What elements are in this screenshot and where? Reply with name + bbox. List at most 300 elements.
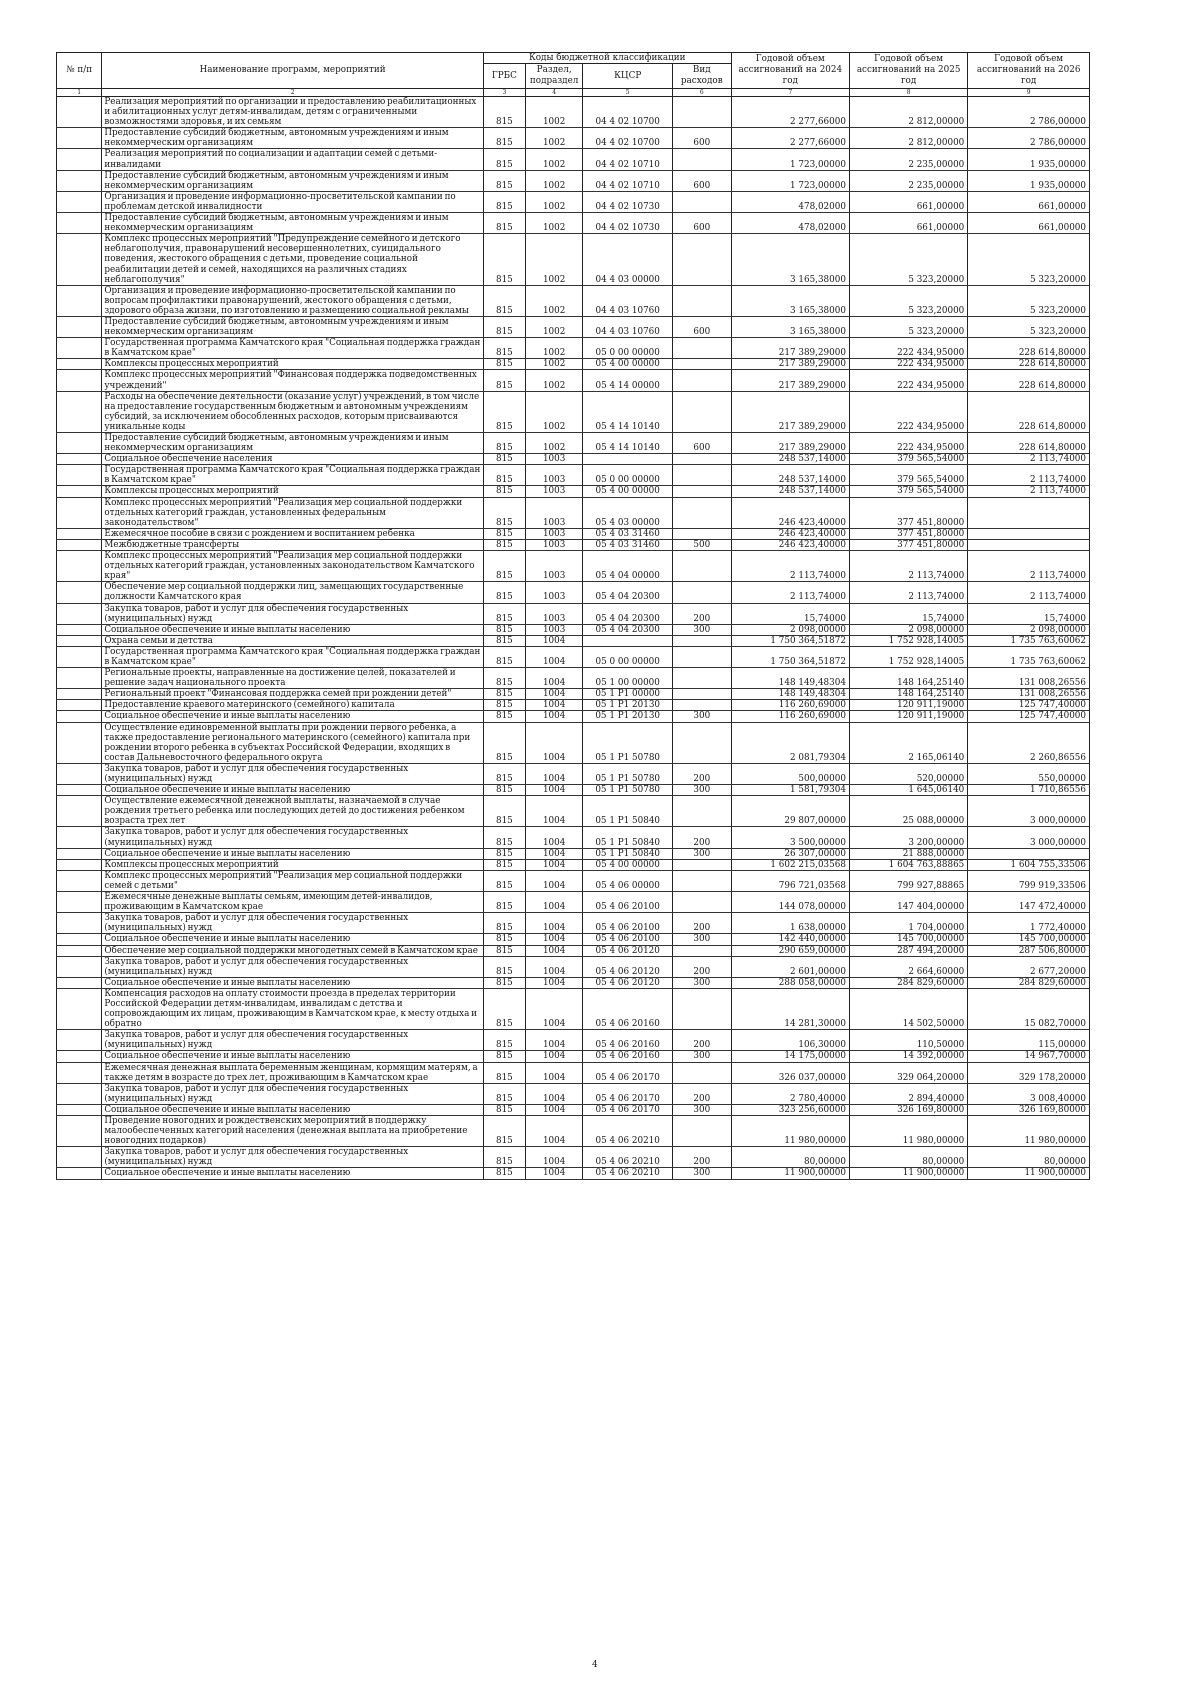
column-number: 2 <box>102 89 484 97</box>
table-row <box>57 711 1090 722</box>
table-row <box>57 689 1090 700</box>
row-razdel: 1002 <box>525 338 583 359</box>
row-amount-2026: 147 472,40000 <box>968 892 1090 913</box>
row-amount-2026: 3 000,00000 <box>968 827 1090 848</box>
row-vid <box>672 391 731 432</box>
row-razdel: 1003 <box>525 539 583 550</box>
row-kcsr: 05 4 14 10140 <box>583 433 673 454</box>
row-kcsr: 05 4 06 00000 <box>583 870 673 891</box>
table-row <box>57 359 1090 370</box>
header-codes: Коды бюджетной классификации <box>483 53 731 64</box>
row-name: Региональные проекты, направленные на достижение целей, показателей и решение задач национального проекта <box>102 668 484 689</box>
row-amount-2025: 1 604 763,88865 <box>849 859 967 870</box>
table-row <box>57 603 1090 624</box>
row-razdel: 1004 <box>525 763 583 784</box>
row-amount-2025: 21 888,00000 <box>849 848 967 859</box>
table-row <box>57 848 1090 859</box>
row-razdel: 1004 <box>525 711 583 722</box>
row-amount-2026: 228 614,80000 <box>968 433 1090 454</box>
row-amount-2026: 3 008,40000 <box>968 1083 1090 1104</box>
row-vid: 200 <box>672 1030 731 1051</box>
row-amount-2025: 110,50000 <box>849 1030 967 1051</box>
row-grbs: 815 <box>483 763 525 784</box>
row-amount-2026: 1 772,40000 <box>968 913 1090 934</box>
row-razdel: 1004 <box>525 668 583 689</box>
row-razdel: 1004 <box>525 848 583 859</box>
table-row <box>57 913 1090 934</box>
row-number <box>57 934 102 945</box>
row-number <box>57 711 102 722</box>
row-razdel: 1002 <box>525 391 583 432</box>
budget-table-sheet <box>56 52 1090 1180</box>
row-amount-2026: 11 900,00000 <box>968 1168 1090 1179</box>
row-amount-2026: 2 786,00000 <box>968 97 1090 128</box>
row-amount-2025: 222 434,95000 <box>849 370 967 391</box>
row-kcsr: 05 4 03 31460 <box>583 528 673 539</box>
row-kcsr: 05 4 14 10140 <box>583 391 673 432</box>
row-grbs: 815 <box>483 603 525 624</box>
row-amount-2024: 2 780,40000 <box>731 1083 849 1104</box>
table-row <box>57 1104 1090 1115</box>
row-vid: 300 <box>672 785 731 796</box>
row-name: Комплекс процессных мероприятий "Реализация мер социальной поддержки отдельных категорий граждан, установленных законодательством Камчатского края" <box>102 551 484 582</box>
row-number <box>57 977 102 988</box>
row-vid <box>672 285 731 316</box>
row-grbs: 815 <box>483 433 525 454</box>
row-amount-2026: 2 113,74000 <box>968 465 1090 486</box>
row-name: Социальное обеспечение населения <box>102 454 484 465</box>
table-row <box>57 646 1090 667</box>
row-number <box>57 700 102 711</box>
row-vid <box>672 668 731 689</box>
row-amount-2024: 1 581,79304 <box>731 785 849 796</box>
row-vid <box>672 689 731 700</box>
table-row <box>57 528 1090 539</box>
row-amount-2026: 2 786,00000 <box>968 128 1090 149</box>
row-razdel: 1004 <box>525 1104 583 1115</box>
table-row <box>57 370 1090 391</box>
row-amount-2026: 2 113,74000 <box>968 551 1090 582</box>
row-amount-2024: 1 750 364,51872 <box>731 646 849 667</box>
row-razdel: 1002 <box>525 149 583 170</box>
row-number <box>57 848 102 859</box>
row-vid <box>672 359 731 370</box>
row-amount-2026 <box>968 539 1090 550</box>
row-number <box>57 956 102 977</box>
row-grbs: 815 <box>483 988 525 1029</box>
row-amount-2026: 228 614,80000 <box>968 338 1090 359</box>
row-amount-2026: 228 614,80000 <box>968 370 1090 391</box>
table-row <box>57 170 1090 191</box>
row-kcsr: 05 1 P1 20130 <box>583 700 673 711</box>
row-name: Компенсация расходов на оплату стоимости проезда в пределах территории Российской Федерации детям-инвалидам, инвалидам с детства и сопровождающим их лицам, проживающим в Камчатском крае, к месту отдыха и обратно <box>102 988 484 1029</box>
row-razdel: 1004 <box>525 945 583 956</box>
row-amount-2024: 3 165,38000 <box>731 285 849 316</box>
row-vid: 300 <box>672 934 731 945</box>
row-amount-2024: 2 113,74000 <box>731 582 849 603</box>
row-vid: 300 <box>672 1051 731 1062</box>
row-amount-2024: 106,30000 <box>731 1030 849 1051</box>
row-amount-2025: 11 980,00000 <box>849 1116 967 1147</box>
column-number: 9 <box>968 89 1090 97</box>
table-row <box>57 465 1090 486</box>
row-vid: 300 <box>672 1168 731 1179</box>
row-number <box>57 316 102 337</box>
row-razdel: 1004 <box>525 988 583 1029</box>
row-amount-2025: 1 752 928,14005 <box>849 646 967 667</box>
row-amount-2024: 246 423,40000 <box>731 539 849 550</box>
budget-table <box>56 52 1090 1180</box>
row-vid: 600 <box>672 128 731 149</box>
table-row <box>57 934 1090 945</box>
row-number <box>57 359 102 370</box>
table-row <box>57 285 1090 316</box>
row-name: Комплекс процессных мероприятий "Реализация мер социальной поддержки семей с детьми" <box>102 870 484 891</box>
row-razdel: 1002 <box>525 433 583 454</box>
row-amount-2024: 2 081,79304 <box>731 722 849 763</box>
row-name: Межбюджетные трансферты <box>102 539 484 550</box>
row-amount-2024: 217 389,29000 <box>731 433 849 454</box>
table-row <box>57 149 1090 170</box>
column-number: 1 <box>57 89 102 97</box>
row-kcsr: 05 4 06 20120 <box>583 956 673 977</box>
row-amount-2024: 15,74000 <box>731 603 849 624</box>
row-kcsr: 05 4 06 20160 <box>583 1030 673 1051</box>
row-amount-2025: 661,00000 <box>849 191 967 212</box>
row-amount-2026: 80,00000 <box>968 1147 1090 1168</box>
row-vid <box>672 722 731 763</box>
row-name: Предоставление краевого материнского (семейного) капитала <box>102 700 484 711</box>
table-row <box>57 785 1090 796</box>
row-vid: 500 <box>672 539 731 550</box>
row-number <box>57 497 102 528</box>
row-vid: 600 <box>672 316 731 337</box>
row-amount-2026: 326 169,80000 <box>968 1104 1090 1115</box>
row-grbs: 815 <box>483 551 525 582</box>
row-razdel: 1004 <box>525 1116 583 1147</box>
table-row <box>57 338 1090 359</box>
row-vid: 200 <box>672 1147 731 1168</box>
row-kcsr: 05 4 06 20170 <box>583 1083 673 1104</box>
row-number <box>57 551 102 582</box>
row-name: Социальное обеспечение и иные выплаты населению <box>102 1104 484 1115</box>
row-amount-2024: 3 500,00000 <box>731 827 849 848</box>
row-kcsr: 05 0 00 00000 <box>583 338 673 359</box>
row-amount-2025: 284 829,60000 <box>849 977 967 988</box>
row-amount-2025: 379 565,54000 <box>849 465 967 486</box>
row-name: Предоставление субсидий бюджетным, автономным учреждениям и иным некоммерческим организациям <box>102 170 484 191</box>
row-grbs: 815 <box>483 635 525 646</box>
row-number <box>57 870 102 891</box>
row-name: Социальное обеспечение и иные выплаты населению <box>102 977 484 988</box>
table-row <box>57 859 1090 870</box>
row-amount-2026: 14 967,70000 <box>968 1051 1090 1062</box>
row-amount-2025: 148 164,25140 <box>849 668 967 689</box>
row-vid <box>672 700 731 711</box>
row-number <box>57 528 102 539</box>
row-name: Осуществление единовременной выплаты при рождении первого ребенка, а также предоставление регионального материнского (семейного) капитала при рождении второго ребенка в субъектах Российской Федерации, входящих в состав Дальневосточного федерального округа <box>102 722 484 763</box>
row-number <box>57 1062 102 1083</box>
row-amount-2025: 2 664,60000 <box>849 956 967 977</box>
row-name: Обеспечение мер социальной поддержки лиц, замещающих государственные должности Камчатского края <box>102 582 484 603</box>
row-amount-2025: 5 323,20000 <box>849 234 967 285</box>
row-amount-2025: 3 200,00000 <box>849 827 967 848</box>
row-vid: 200 <box>672 603 731 624</box>
row-amount-2026: 131 008,26556 <box>968 689 1090 700</box>
row-amount-2025: 377 451,80000 <box>849 497 967 528</box>
row-razdel: 1003 <box>525 603 583 624</box>
row-amount-2024: 246 423,40000 <box>731 528 849 539</box>
row-amount-2024: 326 037,00000 <box>731 1062 849 1083</box>
row-grbs: 815 <box>483 668 525 689</box>
row-vid <box>672 338 731 359</box>
row-amount-2025: 5 323,20000 <box>849 285 967 316</box>
row-kcsr: 04 4 03 10760 <box>583 285 673 316</box>
row-number <box>57 913 102 934</box>
row-vid <box>672 465 731 486</box>
table-row <box>57 892 1090 913</box>
row-amount-2026: 5 323,20000 <box>968 234 1090 285</box>
row-grbs: 815 <box>483 213 525 234</box>
row-kcsr: 05 4 03 31460 <box>583 539 673 550</box>
row-kcsr: 05 4 04 20300 <box>583 603 673 624</box>
row-amount-2025: 377 451,80000 <box>849 539 967 550</box>
table-row <box>57 191 1090 212</box>
row-amount-2024: 80,00000 <box>731 1147 849 1168</box>
table-row <box>57 988 1090 1029</box>
row-number <box>57 338 102 359</box>
row-amount-2025: 14 392,00000 <box>849 1051 967 1062</box>
row-grbs: 815 <box>483 1147 525 1168</box>
row-amount-2026: 1 935,00000 <box>968 170 1090 191</box>
row-razdel: 1004 <box>525 1168 583 1179</box>
row-grbs: 815 <box>483 486 525 497</box>
row-number <box>57 1104 102 1115</box>
row-kcsr: 04 4 02 10710 <box>583 149 673 170</box>
row-grbs: 815 <box>483 497 525 528</box>
row-razdel: 1004 <box>525 913 583 934</box>
row-razdel: 1004 <box>525 796 583 827</box>
row-number <box>57 370 102 391</box>
row-vid <box>672 1116 731 1147</box>
table-row <box>57 582 1090 603</box>
row-amount-2024: 144 078,00000 <box>731 892 849 913</box>
row-name: Ежемесячные денежные выплаты семьям, имеющим детей-инвалидов, проживающим в Камчатском крае <box>102 892 484 913</box>
row-vid <box>672 551 731 582</box>
row-razdel: 1002 <box>525 170 583 191</box>
row-kcsr <box>583 454 673 465</box>
row-amount-2025: 661,00000 <box>849 213 967 234</box>
row-vid: 600 <box>672 213 731 234</box>
row-name: Обеспечение мер социальной поддержки многодетных семей в Камчатском крае <box>102 945 484 956</box>
table-row <box>57 796 1090 827</box>
table-row <box>57 551 1090 582</box>
row-number <box>57 486 102 497</box>
row-number <box>57 859 102 870</box>
header-num: № п/п <box>57 53 102 89</box>
row-amount-2025: 2 812,00000 <box>849 97 967 128</box>
table-row <box>57 1083 1090 1104</box>
row-kcsr <box>583 635 673 646</box>
row-vid: 300 <box>672 977 731 988</box>
row-amount-2026: 2 677,20000 <box>968 956 1090 977</box>
table-header <box>57 53 1090 97</box>
row-amount-2024: 14 281,30000 <box>731 988 849 1029</box>
row-number <box>57 689 102 700</box>
row-grbs: 815 <box>483 528 525 539</box>
header-2024: Годовой объем ассигнований на 2024 год <box>731 53 849 89</box>
row-amount-2024: 500,00000 <box>731 763 849 784</box>
row-amount-2025: 287 494,20000 <box>849 945 967 956</box>
row-grbs: 815 <box>483 391 525 432</box>
row-number <box>57 149 102 170</box>
row-kcsr: 05 0 00 00000 <box>583 646 673 667</box>
row-grbs: 815 <box>483 646 525 667</box>
row-amount-2026 <box>968 848 1090 859</box>
row-name: Закупка товаров, работ и услуг для обеспечения государственных (муниципальных) нужд <box>102 827 484 848</box>
row-number <box>57 170 102 191</box>
row-amount-2025: 326 169,80000 <box>849 1104 967 1115</box>
row-number <box>57 722 102 763</box>
row-razdel: 1004 <box>525 689 583 700</box>
column-number: 7 <box>731 89 849 97</box>
table-row <box>57 539 1090 550</box>
row-vid: 300 <box>672 711 731 722</box>
row-amount-2025: 2 812,00000 <box>849 128 967 149</box>
row-amount-2025: 377 451,80000 <box>849 528 967 539</box>
row-vid: 600 <box>672 170 731 191</box>
row-amount-2025: 329 064,20000 <box>849 1062 967 1083</box>
table-row <box>57 234 1090 285</box>
row-kcsr: 05 0 00 00000 <box>583 465 673 486</box>
row-name: Социальное обеспечение и иные выплаты населению <box>102 934 484 945</box>
row-amount-2026: 5 323,20000 <box>968 285 1090 316</box>
row-amount-2024: 478,02000 <box>731 213 849 234</box>
row-grbs: 815 <box>483 934 525 945</box>
row-amount-2025: 120 911,19000 <box>849 700 967 711</box>
row-amount-2026: 1 710,86556 <box>968 785 1090 796</box>
row-amount-2024: 11 980,00000 <box>731 1116 849 1147</box>
row-grbs: 815 <box>483 1104 525 1115</box>
row-number <box>57 1147 102 1168</box>
table-row <box>57 956 1090 977</box>
row-vid: 200 <box>672 827 731 848</box>
table-row <box>57 316 1090 337</box>
row-name: Предоставление субсидий бюджетным, автономным учреждениям и иным некоммерческим организациям <box>102 433 484 454</box>
row-name: Комплексы процессных мероприятий <box>102 859 484 870</box>
row-grbs: 815 <box>483 582 525 603</box>
row-razdel: 1003 <box>525 465 583 486</box>
row-number <box>57 945 102 956</box>
row-number <box>57 635 102 646</box>
row-vid <box>672 945 731 956</box>
table-row <box>57 668 1090 689</box>
row-grbs: 815 <box>483 149 525 170</box>
row-amount-2025: 2 165,06140 <box>849 722 967 763</box>
row-amount-2026: 550,00000 <box>968 763 1090 784</box>
table-row <box>57 391 1090 432</box>
row-name: Охрана семьи и детства <box>102 635 484 646</box>
row-kcsr: 05 1 P1 50840 <box>583 827 673 848</box>
row-grbs: 815 <box>483 711 525 722</box>
row-name: Социальное обеспечение и иные выплаты населению <box>102 1051 484 1062</box>
row-vid <box>672 646 731 667</box>
row-name: Комплексы процессных мероприятий <box>102 486 484 497</box>
row-amount-2026: 125 747,40000 <box>968 700 1090 711</box>
row-kcsr: 05 4 06 20170 <box>583 1062 673 1083</box>
row-kcsr: 05 4 06 20120 <box>583 945 673 956</box>
row-amount-2025: 2 113,74000 <box>849 551 967 582</box>
row-number <box>57 988 102 1029</box>
row-kcsr: 05 1 P1 50840 <box>583 796 673 827</box>
row-grbs: 815 <box>483 97 525 128</box>
row-grbs: 815 <box>483 1083 525 1104</box>
row-grbs: 815 <box>483 465 525 486</box>
row-kcsr: 04 4 02 10710 <box>583 170 673 191</box>
row-number <box>57 582 102 603</box>
row-razdel: 1004 <box>525 722 583 763</box>
row-amount-2025: 145 700,00000 <box>849 934 967 945</box>
row-razdel: 1004 <box>525 934 583 945</box>
row-name: Реализация мероприятий по социализации и адаптации семей с детьми-инвалидами <box>102 149 484 170</box>
row-amount-2026: 1 935,00000 <box>968 149 1090 170</box>
table-row <box>57 827 1090 848</box>
row-amount-2024: 148 149,48304 <box>731 689 849 700</box>
row-amount-2025: 1 704,00000 <box>849 913 967 934</box>
row-razdel: 1004 <box>525 785 583 796</box>
row-amount-2026: 287 506,80000 <box>968 945 1090 956</box>
row-amount-2026: 799 919,33506 <box>968 870 1090 891</box>
row-vid: 600 <box>672 433 731 454</box>
row-name: Организация и проведение информационно-просветительской кампании по вопросам профилактики правонарушений, жестокого обращения с детьми, здорового образа жизни, по изготовлению и размещению социальной рекламы <box>102 285 484 316</box>
row-vid <box>672 892 731 913</box>
row-amount-2025: 14 502,50000 <box>849 988 967 1029</box>
table-row <box>57 1051 1090 1062</box>
row-vid <box>672 635 731 646</box>
row-name: Комплекс процессных мероприятий "Предупреждение семейного и детского неблагополучия, правонарушений несовершеннолетних, суицидального поведения, жестокого обращения с детьми, проведение социальной реабилитации детей и семей, находящихся на различных стадиях неблагополучия" <box>102 234 484 285</box>
row-amount-2025: 2 235,00000 <box>849 149 967 170</box>
row-vid <box>672 149 731 170</box>
row-razdel: 1003 <box>525 454 583 465</box>
row-razdel: 1002 <box>525 359 583 370</box>
page-number: 4 <box>592 1660 598 1670</box>
row-razdel: 1002 <box>525 191 583 212</box>
row-razdel: 1004 <box>525 859 583 870</box>
row-razdel: 1002 <box>525 285 583 316</box>
row-name: Предоставление субсидий бюджетным, автономным учреждениям и иным некоммерческим организациям <box>102 316 484 337</box>
row-amount-2024: 1 723,00000 <box>731 149 849 170</box>
row-amount-2024: 26 307,00000 <box>731 848 849 859</box>
row-amount-2024: 3 165,38000 <box>731 234 849 285</box>
row-razdel: 1004 <box>525 1083 583 1104</box>
row-name: Осуществление ежемесячной денежной выплаты, назначаемой в случае рождения третьего ребенка или последующих детей до достижения ребенком возраста трех лет <box>102 796 484 827</box>
row-razdel: 1004 <box>525 1051 583 1062</box>
row-vid: 200 <box>672 913 731 934</box>
row-amount-2026: 145 700,00000 <box>968 934 1090 945</box>
row-amount-2024: 217 389,29000 <box>731 391 849 432</box>
row-grbs: 815 <box>483 870 525 891</box>
row-razdel: 1003 <box>525 497 583 528</box>
row-kcsr: 05 4 06 20100 <box>583 892 673 913</box>
row-amount-2024: 11 900,00000 <box>731 1168 849 1179</box>
row-amount-2024: 148 149,48304 <box>731 668 849 689</box>
row-amount-2025: 379 565,54000 <box>849 454 967 465</box>
row-amount-2026: 2 113,74000 <box>968 454 1090 465</box>
row-grbs: 815 <box>483 700 525 711</box>
row-number <box>57 97 102 128</box>
row-number <box>57 391 102 432</box>
row-razdel: 1002 <box>525 370 583 391</box>
